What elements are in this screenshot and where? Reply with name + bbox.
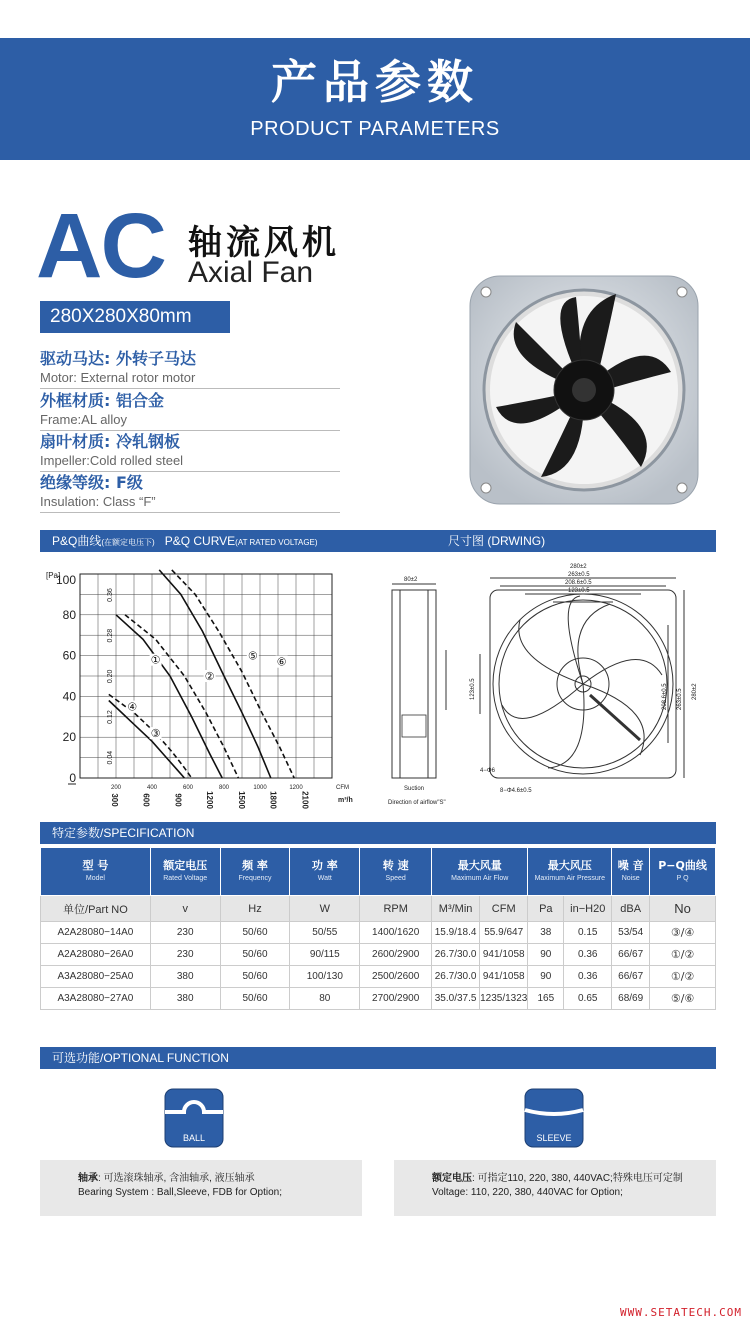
table-cell: 941/1058	[480, 944, 528, 966]
table-cell: 单位/Part NO	[41, 896, 151, 922]
ball-bearing-icon	[164, 1088, 224, 1148]
voltage-option-box	[394, 1160, 716, 1216]
dim-hole-d: 8−Φ4.6±0.5	[500, 788, 532, 794]
table-cell: 90	[528, 966, 564, 988]
series-line	[172, 570, 294, 778]
bearing-text-zh: : 可选滚珠轴承, 含油轴承, 液压轴承	[98, 1173, 255, 1184]
table-cell: A2A28080−26A0	[41, 944, 151, 966]
y-tick-label: 60	[62, 648, 76, 663]
x-tick-label: 600	[182, 785, 194, 791]
pq-note-en: (AT RATED VOLTAGE)	[235, 538, 318, 547]
table-cell: 50/60	[220, 922, 290, 944]
table-cell: 2700/2900	[360, 988, 432, 1010]
table-cell: 50/60	[220, 988, 290, 1010]
table-cell: 1400/1620	[360, 922, 432, 944]
table-cell: 50/60	[220, 966, 290, 988]
table-cell: RPM	[360, 896, 432, 922]
col-pq: P−Q曲线 P Q	[650, 848, 716, 896]
feature-label-zh: 驱动马达: 外转子马达	[40, 349, 196, 368]
dim-v3: 280±2	[692, 683, 698, 700]
col-pressure: 最大风压 Maximum Air Pressure	[528, 848, 612, 896]
table-cell: ③/④	[650, 922, 716, 944]
col-frequency: 频 率 Frequency	[220, 848, 290, 896]
optional-function-bar: 可选功能/OPTIONAL FUNCTION	[40, 1047, 716, 1069]
specification-bar: 特定参数/SPECIFICATION	[40, 822, 716, 844]
dim-overall: 280±2	[570, 564, 587, 570]
y-unit-label: [Pa]	[46, 571, 61, 580]
table-cell: 0.65	[564, 988, 612, 1010]
dim-side-width: 80±2	[404, 577, 418, 583]
dim-suction: Suction	[404, 786, 425, 792]
drawing-title: 尺寸图 (DRWING)	[448, 534, 546, 548]
inh2o-tick-label: 0.28	[107, 628, 114, 643]
voltage-text-en: Voltage: 110, 220, 380, 440VAC for Option;	[432, 1187, 623, 1198]
table-cell: 68/69	[612, 988, 650, 1010]
x-tick-label: 800	[218, 785, 230, 791]
table-cell: 380	[150, 988, 220, 1010]
series-label: ③	[150, 727, 161, 741]
table-cell: 230	[150, 922, 220, 944]
table-cell: A2A28080−14A0	[41, 922, 151, 944]
pq-curve-chart	[40, 558, 353, 809]
dim-d1: 263±0.5	[568, 572, 590, 578]
table-cell: M³/Min	[432, 896, 480, 922]
table-header-row	[41, 848, 716, 896]
table-cell: No	[650, 896, 716, 922]
table-row	[41, 966, 716, 988]
table-cell: dBA	[612, 896, 650, 922]
y-tick-label: 40	[62, 689, 76, 704]
x2-tick-label: 1200	[205, 791, 215, 809]
inh2o-tick-label: 0.12	[107, 710, 114, 724]
pq-note-zh: (在额定电压下)	[101, 538, 155, 547]
x2-tick-label: 900	[173, 793, 183, 807]
table-cell: 15.9/18.4	[432, 922, 480, 944]
dim-v1: 208.6±0.5	[662, 683, 668, 710]
feature-motor	[40, 346, 340, 389]
table-cell: 90/115	[290, 944, 360, 966]
table-cell: 2600/2900	[360, 944, 432, 966]
pq-label-zh: P&Q曲线	[52, 534, 102, 548]
product-size-badge: 280X280X80mm	[40, 301, 230, 333]
table-cell: ①/②	[650, 944, 716, 966]
sleeve-bearing-icon	[524, 1088, 584, 1148]
series-label: ⑤	[247, 649, 258, 663]
table-cell: 165	[528, 988, 564, 1010]
table-row	[41, 988, 716, 1010]
x2-tick-label: 600	[141, 793, 151, 807]
product-name-en: Axial Fan	[188, 256, 314, 289]
table-cell: v	[150, 896, 220, 922]
table-cell: 2500/2600	[360, 966, 432, 988]
table-cell: 230	[150, 944, 220, 966]
x2-tick-label: 1500	[236, 791, 246, 809]
table-cell: 0.36	[564, 944, 612, 966]
table-cell: Pa	[528, 896, 564, 922]
table-cell: Hz	[220, 896, 290, 922]
series-label: ②	[204, 670, 215, 683]
website-url: WWW.SETATECH.COM	[620, 1306, 742, 1319]
header-banner	[0, 38, 750, 160]
fan-product-image	[466, 272, 702, 508]
dim-side-h: 123±0.5	[470, 678, 476, 700]
col-voltage: 额定电压 Rated Voltage	[150, 848, 220, 896]
col-speed: 转 速 Speed	[360, 848, 432, 896]
table-cell: 941/1058	[480, 966, 528, 988]
pq-label-en: P&Q CURVE	[164, 534, 236, 548]
x2-tick-label: 2100	[300, 791, 310, 809]
table-cell: W	[290, 896, 360, 922]
table-row	[41, 922, 716, 944]
voltage-label-zh: 额定电压	[432, 1173, 472, 1184]
dim-holes: 4−Φ6	[480, 768, 495, 774]
inh2o-tick-label: 0.20	[107, 669, 114, 684]
table-cell: 80	[290, 988, 360, 1010]
table-cell: 50/55	[290, 922, 360, 944]
product-type: AC	[36, 195, 165, 297]
x-tick-label: 1000	[253, 785, 267, 791]
x2-axis-label: m³/h	[338, 797, 353, 804]
table-cell: A3A28080−27A0	[41, 988, 151, 1010]
dim-v2: 263±0.5	[677, 688, 683, 710]
x2-tick-label: 300	[109, 793, 119, 807]
bearing-text-en: Bearing System : Ball,Sleeve, FDB for Option;	[78, 1187, 282, 1198]
table-cell: ①/②	[650, 966, 716, 988]
table-cell: 55.9/647	[480, 922, 528, 944]
col-noise: 噪 音 Noise	[612, 848, 650, 896]
x-axis-label: CFM	[336, 785, 349, 791]
table-cell: 90	[528, 944, 564, 966]
x-tick-label: 200	[110, 785, 122, 791]
table-cell: CFM	[480, 896, 528, 922]
x2-tick-label: 1800	[268, 791, 278, 809]
table-cell: 380	[150, 966, 220, 988]
table-cell: 66/67	[612, 944, 650, 966]
feature-label-en: Insulation: Class “F”	[40, 494, 156, 509]
banner-title-zh: 产品参数	[271, 55, 479, 109]
dim-d2: 208.6±0.5	[565, 580, 592, 586]
table-cell: 26.7/30.0	[432, 944, 480, 966]
inh2o-tick-label: 0.04	[107, 750, 114, 765]
table-cell: 26.7/30.0	[432, 966, 480, 988]
table-cell: 53/54	[612, 922, 650, 944]
voltage-text-zh: : 可指定110, 220, 380, 440VAC;特殊电压可定制	[472, 1173, 683, 1184]
feature-label-en: Motor: External rotor motor	[40, 370, 196, 385]
table-cell: ⑤/⑥	[650, 988, 716, 1010]
feature-label-en: Impeller:Cold rolled steel	[40, 453, 184, 468]
y-tick-label: 20	[62, 730, 76, 745]
dim-d3: 123±0.5	[568, 588, 590, 594]
feature-frame	[40, 388, 340, 431]
y-tick-label: 100	[55, 573, 76, 587]
table-cell: 0.36	[564, 966, 612, 988]
series-label: ⑥	[276, 655, 287, 669]
col-model: 型 号 Model	[41, 848, 151, 896]
col-watt: 功 率 Watt	[290, 848, 360, 896]
specification-table	[40, 847, 716, 1010]
x-tick-label: 400	[146, 785, 158, 791]
table-cell: A3A28080−25A0	[41, 966, 151, 988]
series-line	[109, 701, 185, 779]
table-cell: 66/67	[612, 966, 650, 988]
product-name-zh: 轴流风机	[188, 223, 340, 263]
table-cell: 35.0/37.5	[432, 988, 480, 1010]
table-cell: 1235/1323	[480, 988, 528, 1010]
dim-direction: Direction of airflow"S"	[388, 800, 446, 806]
x-tick-label: 1200	[289, 785, 303, 791]
table-cell: 50/60	[220, 944, 290, 966]
bearing-label-zh: 轴承	[78, 1173, 98, 1184]
dimension-drawing	[380, 560, 716, 810]
banner-title-en: PRODUCT PARAMETERS	[250, 118, 500, 140]
y-tick-label: 0	[69, 771, 76, 785]
table-units-row	[41, 896, 716, 922]
col-airflow: 最大风量 Maximum Air Flow	[432, 848, 528, 896]
pq-curve-bar	[40, 530, 716, 552]
feature-label-en: Frame:AL alloy	[40, 412, 127, 427]
y-tick-label: 80	[62, 607, 76, 622]
series-label: ①	[150, 653, 161, 667]
sleeve-label: SLEEVE	[536, 1133, 572, 1143]
table-cell: in−H20	[564, 896, 612, 922]
feature-insulation	[40, 470, 340, 513]
ball-label: BALL	[182, 1133, 206, 1143]
table-cell: 100/130	[290, 966, 360, 988]
feature-label-zh: 绝缘等级: F级	[40, 473, 143, 492]
inh2o-tick-label: 0.36	[107, 588, 114, 602]
series-label: ④	[127, 700, 138, 714]
feature-label-zh: 扇叶材质: 冷轧钢板	[40, 432, 180, 451]
bearing-option-box	[40, 1160, 362, 1216]
table-cell: 38	[528, 922, 564, 944]
table-cell: 0.15	[564, 922, 612, 944]
table-row	[41, 944, 716, 966]
feature-label-zh: 外框材质: 铝合金	[40, 391, 164, 410]
feature-impeller	[40, 429, 340, 472]
